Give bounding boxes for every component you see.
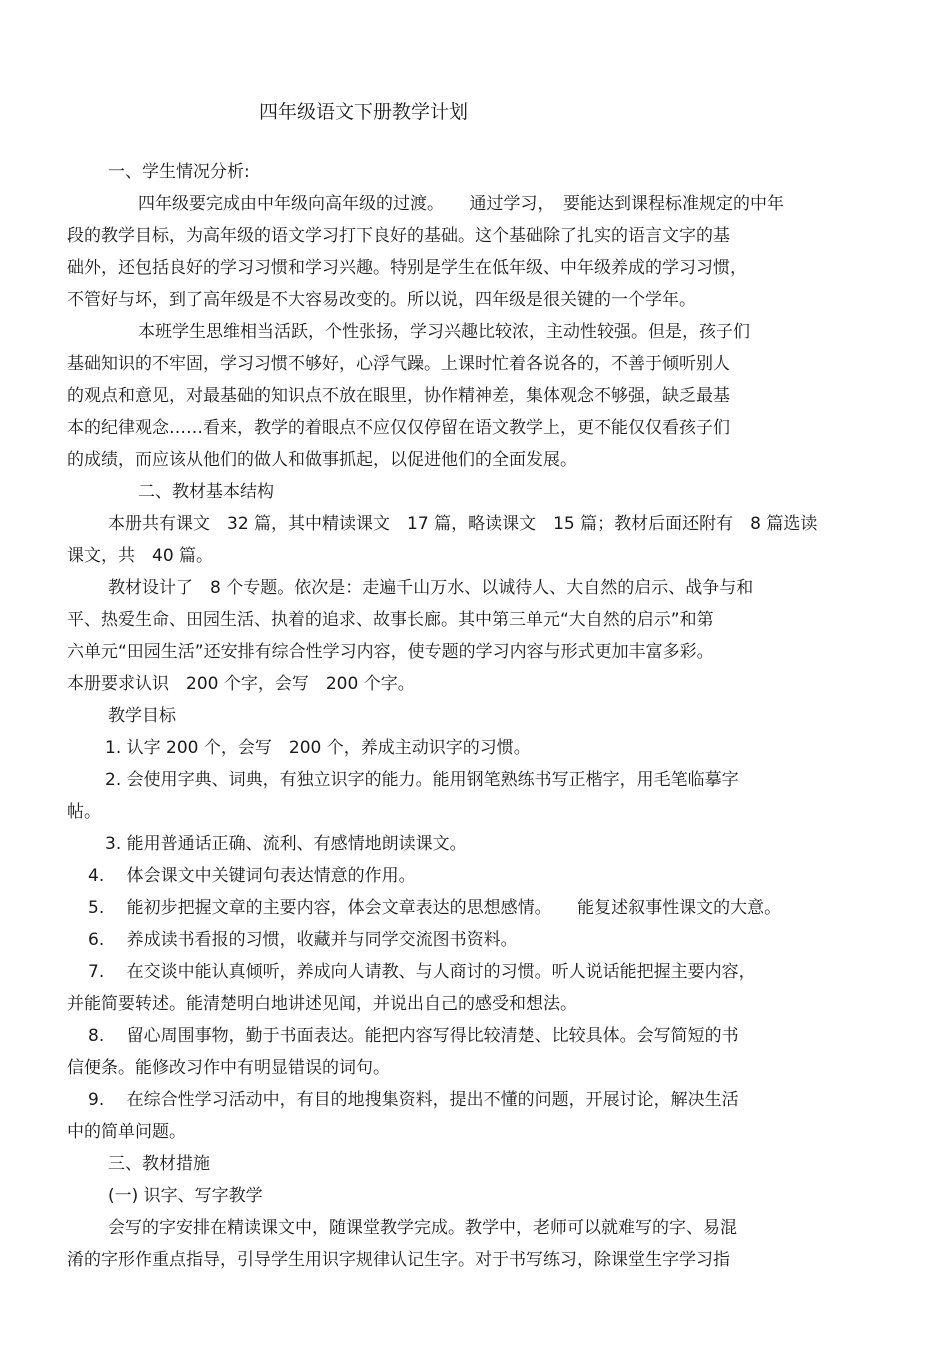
paragraph-line: 淆的字形作重点指导，引导学生用识字规律认记生字。对于书写练习，除课堂生字学习指	[67, 1250, 730, 1270]
list-item: 1. 认字 200 个，会写 200 个，养成主动识字的习惯。	[105, 738, 531, 758]
subsection-heading: (一) 识字、写字教学	[108, 1186, 263, 1206]
list-item: 9. 在综合性学习活动中，有目的地搜集资料，提出不懂的问题，开展讨论，解决生活	[88, 1090, 739, 1110]
paragraph-line: 的观点和意见，对最基础的知识点不放在眼里，协作精神差，集体观念不够强，缺乏最基	[67, 386, 730, 406]
paragraph-line: 本班学生思维相当活跃，个性张扬，学习兴趣比较浓，主动性较强。但是，孩子们	[138, 322, 750, 342]
list-item: 6. 养成读书看报的习惯，收藏并与同学交流图书资料。	[88, 930, 518, 950]
list-item: 8. 留心周围事物，勤于书面表达。能把内容写得比较清楚、比较具体。会写简短的书	[88, 1026, 739, 1046]
section-heading: 二、教材基本结构	[138, 482, 274, 502]
section-heading: 一、学生情况分析:	[108, 162, 250, 182]
paragraph-line: 平、热爱生命、田园生活、执着的追求、故事长廊。其中第三单元“大自然的启示”和第	[67, 610, 714, 630]
list-item-continuation: 信便条。能修改习作中有明显错误的词句。	[67, 1058, 390, 1078]
paragraph-line: 段的教学目标，为高年级的语文学习打下良好的基础。这个基础除了扎实的语言文字的基	[67, 226, 730, 246]
paragraph-line: 会写的字安排在精读课文中，随课堂教学完成。教学中，老师可以就难写的字、易混	[108, 1218, 737, 1238]
paragraph-line: 本的纪律观念……看来，教学的着眼点不应仅仅停留在语文教学上，更不能仅仅看孩子们	[67, 418, 730, 438]
paragraph-line: 本册要求认识 200 个字，会写 200 个字。	[67, 674, 415, 694]
page-title: 四年级语文下册教学计划	[259, 101, 469, 123]
list-item: 4. 体会课文中关键词句表达情意的作用。	[88, 866, 416, 886]
paragraph-line: 本册共有课文 32 篇，其中精读课文 17 篇，略读课文 15 篇；教材后面还附有 8 篇选读	[108, 514, 818, 534]
section-heading: 三、教材措施	[108, 1154, 210, 1174]
paragraph-line: 四年级要完成由中年级向高年级的过渡。 通过学习， 要能达到课程标准规定的中年	[138, 194, 784, 214]
list-item-continuation: 中的简单问题。	[67, 1122, 186, 1142]
paragraph-line: 基础知识的不牢固，学习习惯不够好，心浮气躁。上课时忙着各说各的，不善于倾听别人	[67, 354, 730, 374]
paragraph-line: 础外，还包括良好的学习习惯和学习兴趣。特别是学生在低年级、中年级养成的学习习惯，	[67, 258, 747, 278]
list-item-continuation: 帖。	[67, 802, 101, 822]
list-item: 5. 能初步把握文章的主要内容，体会文章表达的思想感情。 能复述叙事性课文的大意。	[88, 898, 782, 918]
paragraph-line: 六单元“田园生活”还安排有综合性学习内容，使专题的学习内容与形式更加丰富多彩。	[67, 642, 714, 662]
list-item: 3. 能用普通话正确、流利、有感情地朗读课文。	[105, 834, 467, 854]
list-item-continuation: 并能简要转述。能清楚明白地讲述见闻，并说出自己的感受和想法。	[67, 994, 577, 1014]
subsection-heading: 教学目标	[108, 706, 176, 726]
list-item: 2. 会使用字典、词典，有独立识字的能力。能用钢笔熟练书写正楷字，用毛笔临摹字	[105, 770, 739, 790]
paragraph-line: 教材设计了 8 个专题。依次是：走遍千山万水、以诚待人、大自然的启示、战争与和	[108, 578, 754, 598]
paragraph-line: 不管好与坏，到了高年级是不大容易改变的。所以说，四年级是很关键的一个学年。	[67, 290, 696, 310]
list-item: 7. 在交谈中能认真倾听，养成向人请教、与人商讨的习惯。听人说话能把握主要内容，	[88, 962, 756, 982]
paragraph-line: 的成绩，而应该从他们的做人和做事抓起，以促进他们的全面发展。	[67, 450, 577, 470]
paragraph-line: 课文，共 40 篇。	[67, 546, 214, 566]
